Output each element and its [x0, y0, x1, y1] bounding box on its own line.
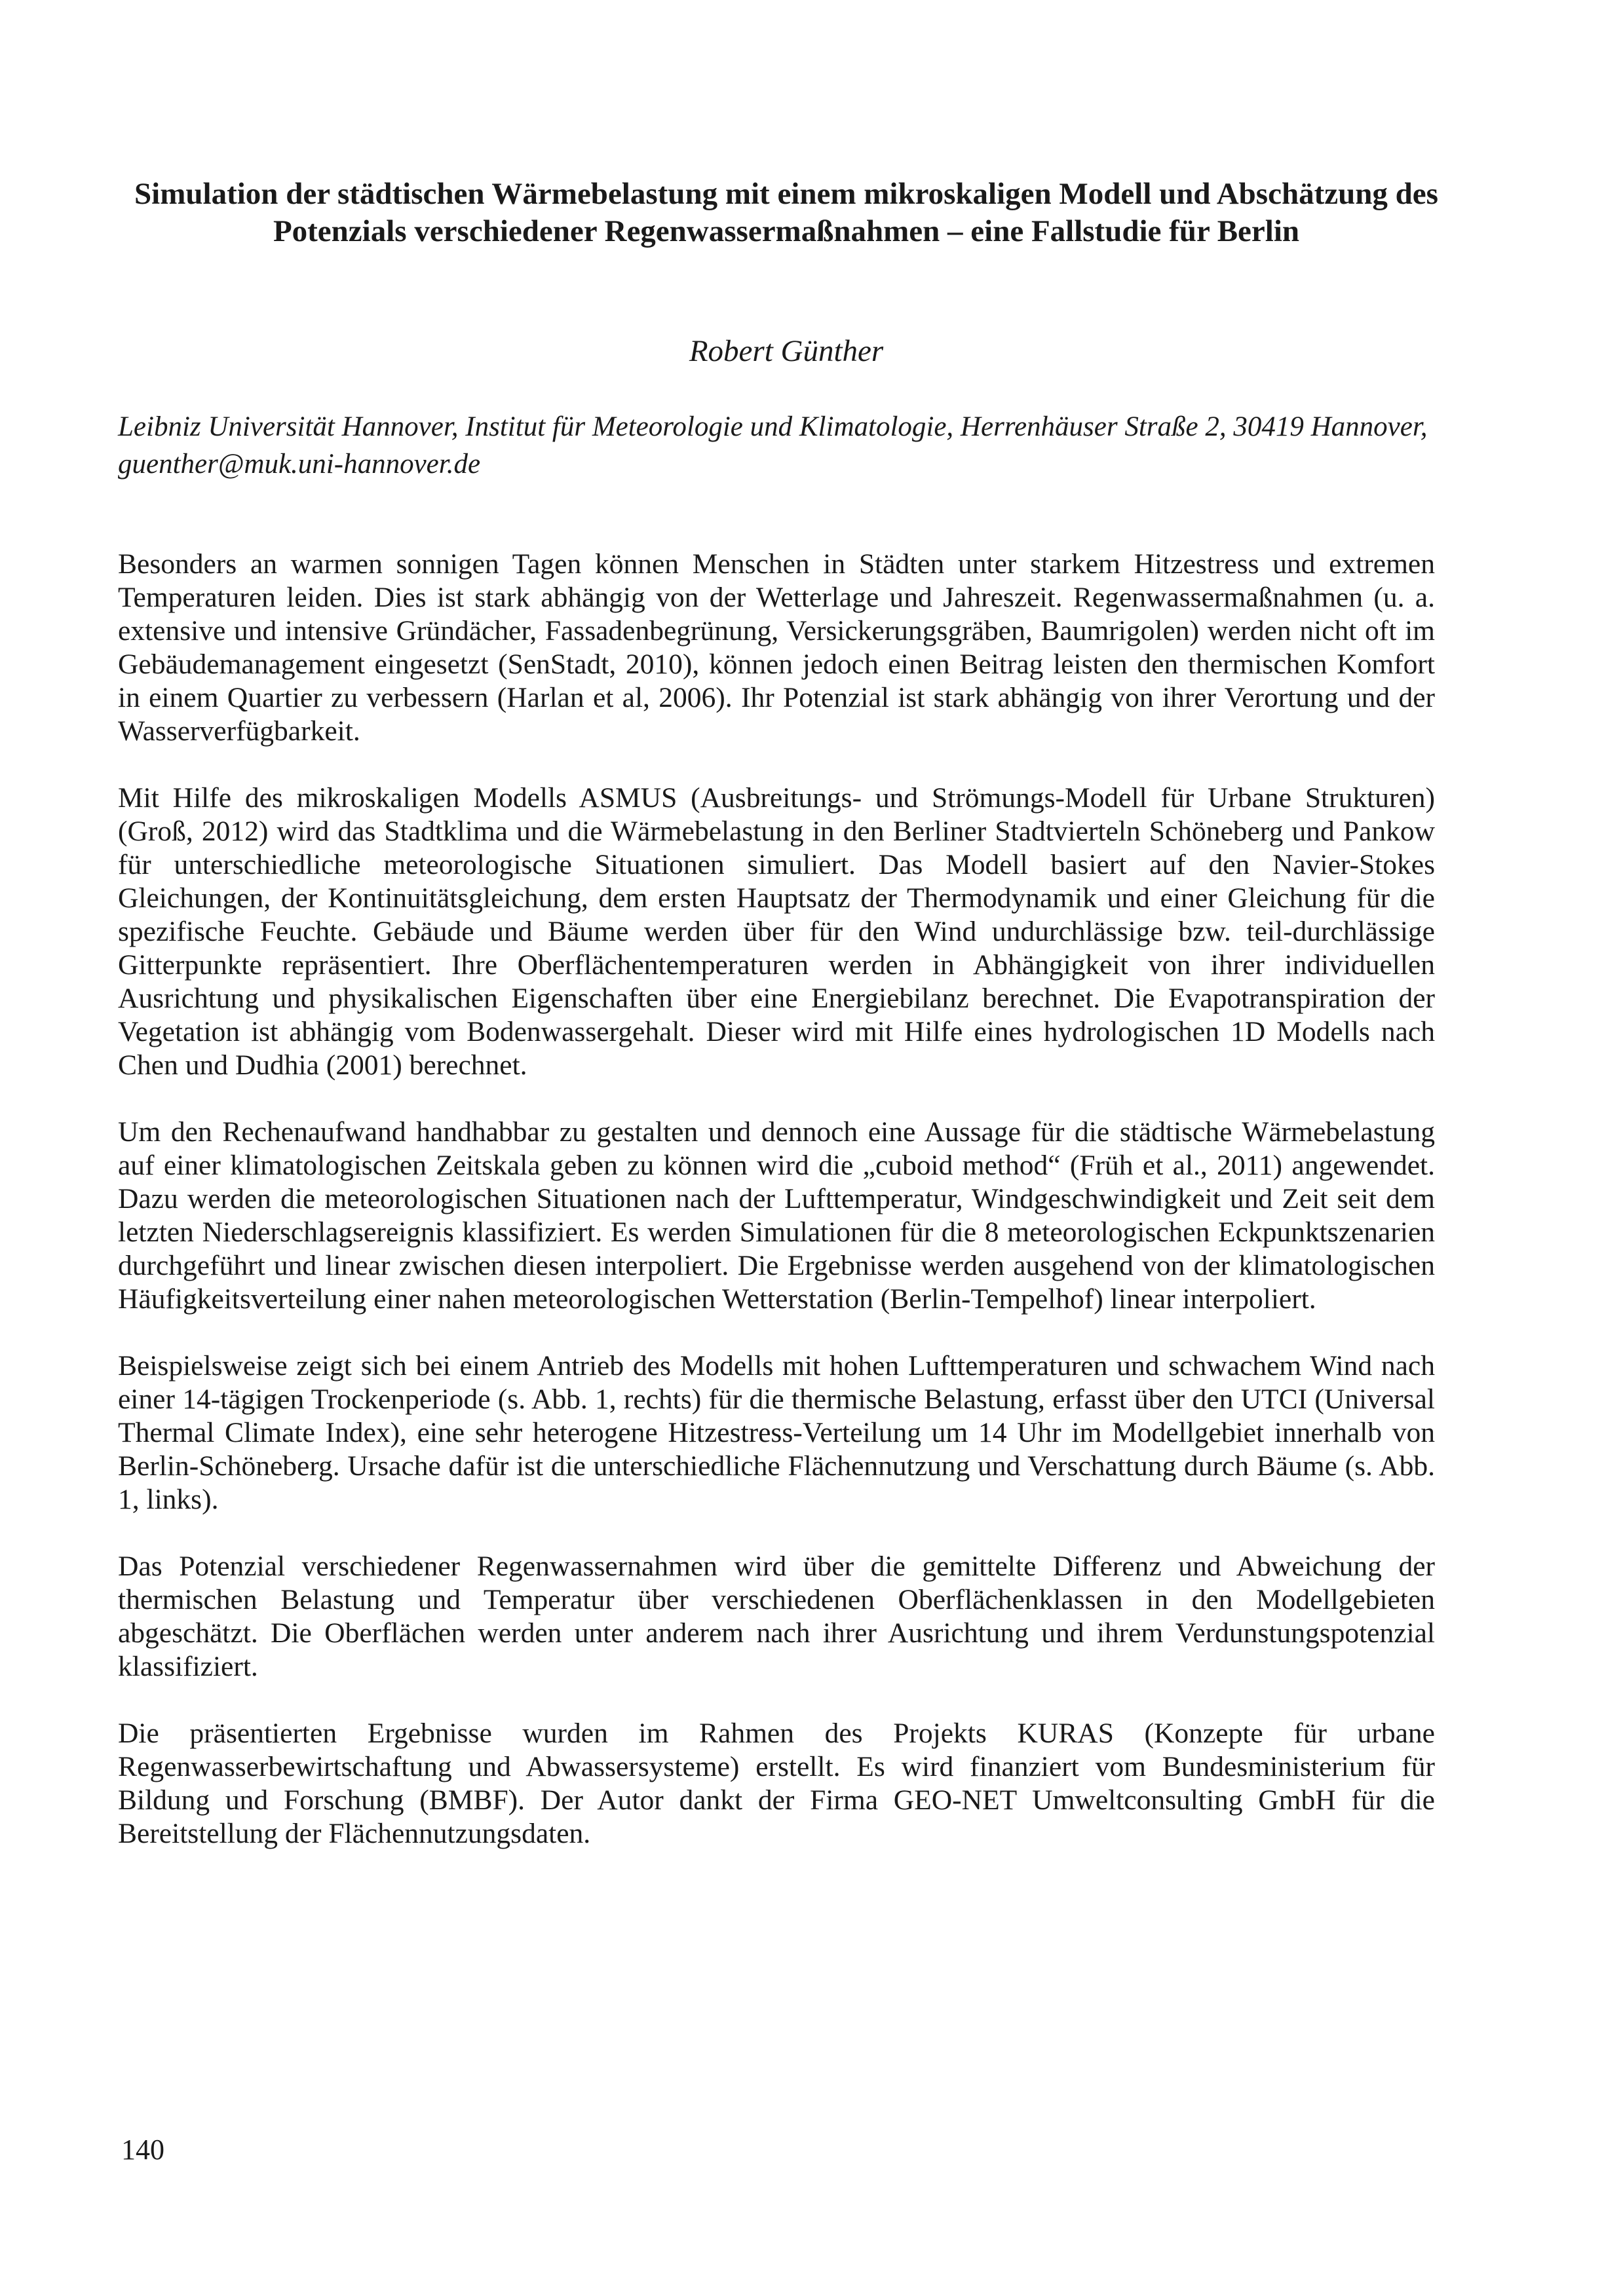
abstract-body [118, 548, 1435, 1884]
paper-title: Simulation der städtischen Wärmebelastung mit einem mikroskaligen Modell und Abschätzung des Potenzials verschiedener Regenwassermaßnahmen – eine Fallstudie für Berlin [134, 177, 1438, 248]
paragraph-method: Um den Rechenaufwand handhabbar zu gestalten und dennoch eine Aussage für die städtische Wärmebelastung auf einer klimatologischen Zeitskala geben zu können wird die „cuboid method“ (Früh et al., 2011) angewendet. Dazu werden die meteorologischen Situationen nach der Lufttemperatur, Windgeschwindigkeit und Zeit seit dem letzten Niederschlagsereignis klassifiziert. Es werden Simulationen für die 8 meteorologischen Eckpunktszenarien durchgeführt und linear zwischen diesen interpoliert. Die Ergebnisse werden ausgehend von der klimatologischen Häufigkeitsverteilung einer nahen meteorologischen Wetterstation (Berlin-Tempelhof) linear interpoliert. [118, 1116, 1435, 1315]
paper-author: Robert Günther [689, 334, 884, 368]
author-affiliation: Leibniz Universität Hannover, Institut für Meteorologie und Klimatologie, Herrenhäuser Straße 2, 30419 Hannover, guenther@muk.uni-hannover.de [118, 411, 1428, 480]
paragraph-intro: Besonders an warmen sonnigen Tagen können Menschen in Städten unter starkem Hitzestress und extremen Temperaturen leiden. Dies ist stark abhängig von der Wetterlage und Jahreszeit. Regenwassermaßnahmen (u. a. extensive und intensive Gründächer, Fassadenbegrünung, Versickerungsgräben, Baumrigolen) werden nicht oft im Gebäudemanagement eingesetzt (SenStadt, 2010), können jedoch einen Beitrag leisten den thermischen Komfort in einem Quartier zu verbessern (Harlan et al, 2006). Ihr Potenzial ist stark abhängig von ihrer Verortung und der Wasserverfügbarkeit. [118, 548, 1435, 747]
paragraph-acknowledgement: Die präsentierten Ergebnisse wurden im Rahmen des Projekts KURAS (Konzepte für urbane Regenwasserbewirtschaftung und Abwassersysteme) erstellt. Es wird finanziert vom Bundesministerium für Bildung und Forschung (BMBF). Der Autor dankt der Firma GEO-NET Umweltconsulting GmbH für die Bereitstellung der Flächennutzungsdaten. [118, 1718, 1435, 1849]
paragraph-model: Mit Hilfe des mikroskaligen Modells ASMUS (Ausbreitungs- und Strömungs-Modell für Urbane Strukturen) (Groß, 2012) wird das Stadtklima und die Wärmebelastung in den Berliner Stadtvierteln Schöneberg und Pankow für unterschiedliche meteorologische Situationen simuliert. Das Modell basiert auf den Navier-Stokes Gleichungen, der Kontinuitätsgleichung, dem ersten Hauptsatz der Thermodynamik und einer Gleichung für die spezifische Feuchte. Gebäude und Bäume werden über für den Wind undurchlässige bzw. teil-durchlässige Gitterpunkte repräsentiert. Ihre Oberflächentemperaturen werden in Abhängigkeit von ihrer individuellen Ausrichtung und physikalischen Eigenschaften über eine Energiebilanz berechnet. Die Evapotranspiration der Vegetation ist abhängig vom Bodenwassergehalt. Dieser wird mit Hilfe eines hydrologischen 1D Modells nach Chen und Dudhia (2001) berechnet. [118, 782, 1435, 1081]
page-number: 140 [121, 2134, 164, 2166]
paragraph-potential: Das Potenzial verschiedener Regenwassernahmen wird über die gemittelte Differenz und Abweichung der thermischen Belastung und Temperatur über verschiedenen Oberflächenklassen in den Modellgebieten abgeschätzt. Die Oberflächen werden unter anderem nach ihrer Ausrichtung und ihrem Verdunstungspotenzial klassifiziert. [118, 1551, 1435, 1682]
paragraph-example: Beispielsweise zeigt sich bei einem Antrieb des Modells mit hohen Lufttemperaturen und schwachem Wind nach einer 14-tägigen Trockenperiode (s. Abb. 1, rechts) für die thermische Belastung, erfasst über den UTCI (Universal Thermal Climate Index), eine sehr heterogene Hitzestress-Verteilung um 14 Uhr im Modellgebiet innerhalb von Berlin-Schöneberg. Ursache dafür ist die unterschiedliche Flächennutzung und Verschattung durch Bäume (s. Abb. 1, links). [118, 1350, 1435, 1515]
